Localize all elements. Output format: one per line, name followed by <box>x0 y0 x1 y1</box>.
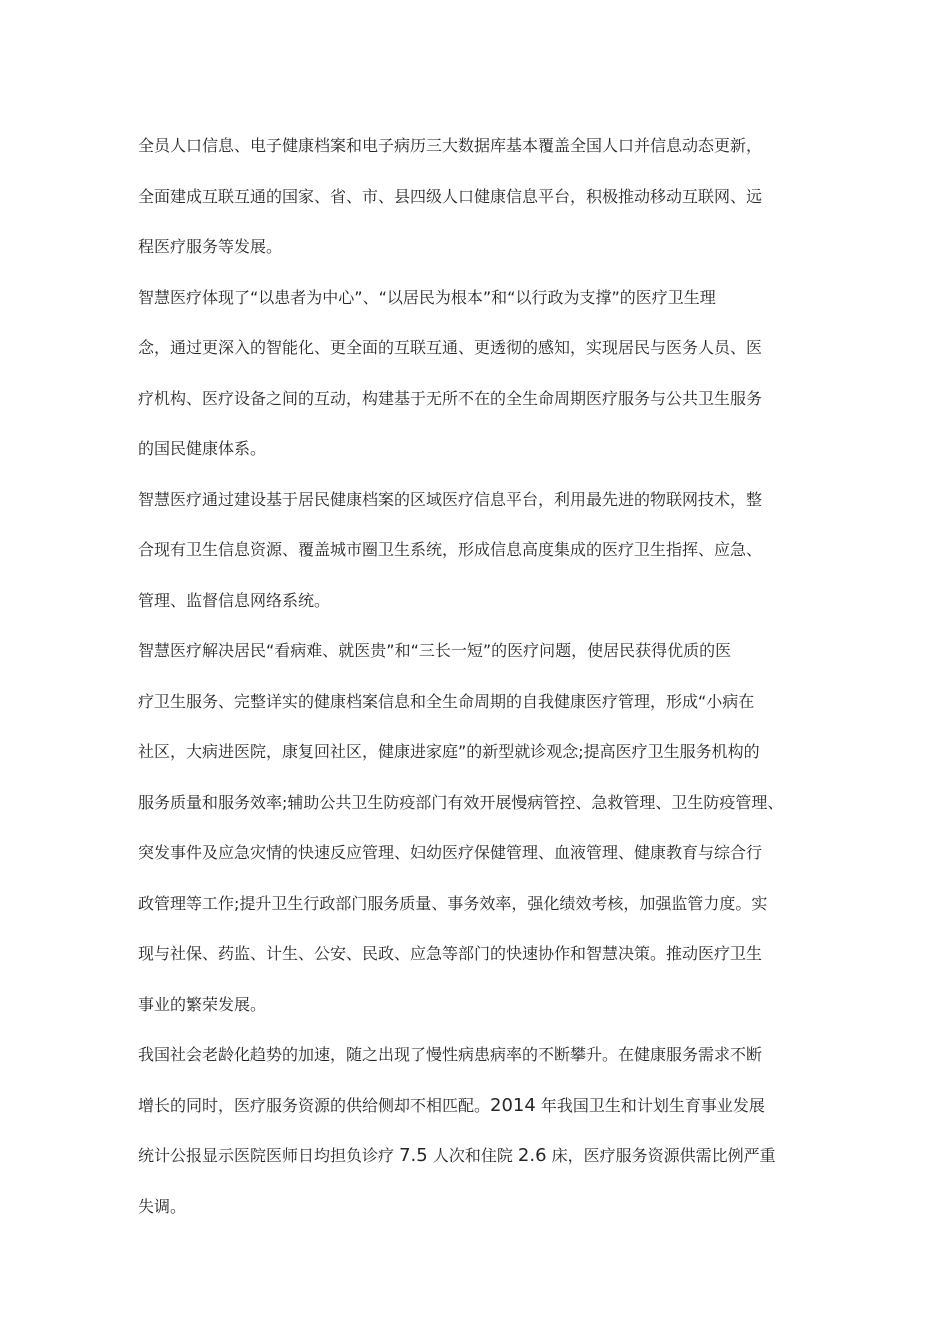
paragraph-line: 社区，大病进医院，康复回社区，健康进家庭”的新型就诊观念;提高医疗卫生服务机构的 <box>138 742 760 761</box>
paragraph-4 <box>138 626 838 1030</box>
paragraph-line: 失调。 <box>138 1196 187 1216</box>
paragraph-line <box>138 1081 838 1132</box>
paragraph-line: 智慧医疗通过建设基于居民健康档案的区域医疗信息平台，利用最先进的物联网技术，整 <box>138 489 763 509</box>
line-text: 床，医疗服务资源供需比例严重 <box>546 1146 776 1165</box>
paragraph-line: 的国民健康体系。 <box>138 439 267 458</box>
paragraph-5 <box>138 1030 838 1232</box>
paragraph-line: 事业的繁荣发展。 <box>138 994 267 1014</box>
paragraph-1 <box>138 121 838 273</box>
paragraph-2 <box>138 273 838 475</box>
document-body <box>138 121 838 1232</box>
paragraph-line: 全员人口信息、电子健康档案和电子病历三大数据库基本覆盖全国人口并信息动态更新， <box>138 136 763 155</box>
paragraph-line: 念，通过更深入的智能化、更全面的互联互通、更透彻的感知，实现居民与医务人员、医 <box>138 338 763 357</box>
beds-number: 2.6 <box>517 1145 547 1166</box>
paragraph-line: 疗机构、医疗设备之间的互动，构建基于无所不在的全生命周期医疗服务与公共卫生服务 <box>138 388 763 408</box>
paragraph-line: 智慧医疗体现了“以患者为中心”、“以居民为根本”和“以行政为支撑”的医疗卫生理 <box>138 287 716 307</box>
paragraph-line: 政管理等工作;提升卫生行政部门服务质量、事务效率，强化绩效考核，加强监管力度。实 <box>138 893 768 913</box>
visits-number: 7.5 <box>399 1145 428 1166</box>
paragraph-line: 合现有卫生信息资源、覆盖城市圈卫生系统，形成信息高度集成的医疗卫生指挥、应急、 <box>138 540 763 559</box>
paragraph-line <box>138 1131 838 1182</box>
paragraph-line: 智慧医疗解决居民“看病难、就医贵”和“三长一短”的医疗问题，使居民获得优质的医 <box>138 641 732 660</box>
paragraph-line: 全面建成互联互通的国家、省、市、县四级人口健康信息平台，积极推动移动互联网、远 <box>138 186 763 206</box>
paragraph-line: 我国社会老龄化趋势的加速，随之出现了慢性病患病率的不断攀升。在健康服务需求不断 <box>138 1045 763 1064</box>
year-number: 2014 <box>490 1094 536 1116</box>
line-text: 统计公报显示医院医师日均担负诊疗 <box>138 1146 400 1165</box>
line-text: 人次和住院 <box>427 1146 518 1165</box>
paragraph-line: 服务质量和服务效率;辅助公共卫生防疫部门有效开展慢病管控、急救管理、卫生防疫管理、 <box>138 792 784 812</box>
paragraph-line: 疗卫生服务、完整详实的健康档案信息和全生命周期的自我健康医疗管理，形成“小病在 <box>138 691 755 711</box>
paragraph-3 <box>138 475 838 627</box>
paragraph-line: 现与社保、药监、计生、公安、民政、应急等部门的快速协作和智慧决策。推动医疗卫生 <box>138 944 763 963</box>
paragraph-line: 管理、监督信息网络系统。 <box>138 590 331 610</box>
paragraph-line: 程医疗服务等发展。 <box>138 237 283 256</box>
paragraph-line: 突发事件及应急灾情的快速反应管理、妇幼医疗保健管理、血液管理、健康教育与综合行 <box>138 843 763 862</box>
line-text: 年我国卫生和计划生育事业发展 <box>535 1095 765 1115</box>
line-text: 增长的同时，医疗服务资源的供给侧却不相匹配。 <box>138 1095 491 1115</box>
